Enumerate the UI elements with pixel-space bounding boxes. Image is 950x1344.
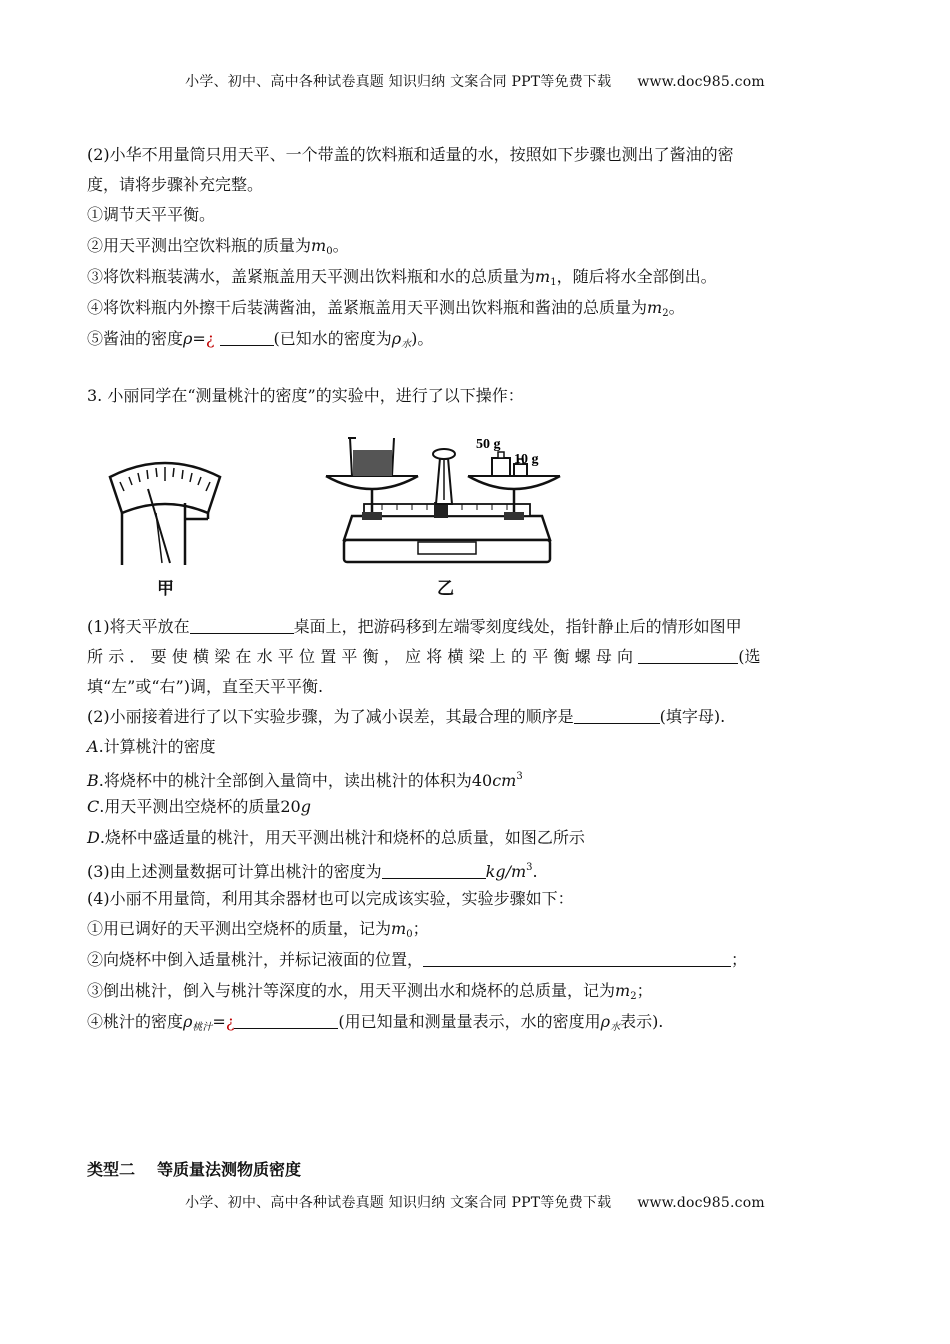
answer-blank[interactable] [638, 648, 738, 664]
figure-jia-pointer-scale [100, 455, 230, 570]
section-label: 类型二 [87, 1160, 136, 1179]
q2-intro-1: (2)小华不用量筒只用天平、一个带盖的饮料瓶和适量的水，按照如下步骤也测出了酱油的密 [87, 145, 734, 164]
page-footer [0, 1192, 950, 1212]
q2-intro-2: 度，请将步骤补充完整。 [87, 175, 264, 194]
q3-title: 3. 小丽同学在“测量桃汁的密度”的实验中，进行了以下操作： [87, 386, 524, 405]
q3-option-a: A.计算桃汁的密度 [87, 737, 216, 756]
weight-10g-label: 10 g [514, 452, 539, 467]
q3-part4: (4)小丽不用量筒，利用其余器材也可以完成该实验，实验步骤如下： [87, 889, 574, 908]
answer-blank[interactable] [220, 330, 274, 346]
header-site: www.doc985.com [637, 74, 765, 90]
q3-part1-b: 所示．要使横梁在水平位置平衡，应将横梁上的平衡螺母向 (选 [87, 647, 761, 666]
answer-blank[interactable] [574, 708, 660, 724]
answer-blank[interactable] [190, 618, 294, 634]
q2-step-5: ⑤酱油的密度ρ=¿ (已知水的密度为$\rho_水$)。 [87, 329, 434, 350]
q3-part4-step2: ②向烧杯中倒入适量桃汁，并标记液面的位置， ； [87, 950, 748, 969]
weight-50g-label: 50 g [476, 437, 501, 452]
answer-blank[interactable] [382, 863, 486, 879]
answer-blank[interactable] [423, 951, 731, 967]
q2-step-4: ④将饮料瓶内外擦干后装满酱油，盖紧瓶盖用天平测出饮料瓶和酱油的总质量为$m_2$。 [87, 298, 685, 319]
answer-blank[interactable] [234, 1013, 338, 1029]
q3-part3: (3)由上述测量数据可计算出桃汁的密度为 $kg/m^3$. [87, 862, 538, 881]
page-header [0, 71, 950, 91]
q3-option-b: B.将烧杯中的桃汁全部倒入量筒中，读出桃汁的体积为$40cm^3$ [87, 771, 523, 790]
q3-part4-step1: ①用已调好的天平测出空烧杯的质量，记为$m_0$； [87, 919, 429, 940]
q2-step-1: ①调节天平平衡。 [87, 205, 216, 224]
figure-jia-caption: 甲 [157, 579, 174, 599]
footer-text: 小学、初中、高中各种试卷真题 知识归纳 文案合同 PPT等免费下载 [185, 1195, 612, 1211]
q3-option-d: D.烧杯中盛适量的桃汁，用天平测出桃汁和烧杯的总质量，如图乙所示 [87, 828, 585, 847]
section-heading [87, 1157, 301, 1180]
figure-yi-caption: 乙 [437, 579, 454, 599]
q3-part2: (2)小丽接着进行了以下实验步骤，为了减小误差，其最合理的顺序是 (填字母). [87, 707, 726, 726]
q3-part4-step4: ④桃汁的密度$\rho_{桃汁}=¿$ (用已知量和测量量表示，水的密度用$\rho_水$表示). [87, 1012, 664, 1033]
q3-part4-step3: ③倒出桃汁，倒入与桃汁等深度的水，用天平测出水和烧杯的总质量，记为$m_2$； [87, 981, 653, 1002]
q3-option-c: C.用天平测出空烧杯的质量20g [87, 797, 311, 816]
q2-step-3: ③将饮料瓶装满水，盖紧瓶盖用天平测出饮料瓶和水的总质量为$m_1$，随后将水全部倒出。 [87, 267, 717, 288]
q3-part1-a: (1)将天平放在 桌面上，把游码移到左端零刻度线处，指针静止后的情形如图甲 [87, 617, 742, 636]
q3-part1-c: 填“左”或“右”)调，直至天平平衡. [87, 677, 324, 696]
q2-step-2: ②用天平测出空饮料瓶的质量为$m_0$。 [87, 236, 349, 257]
header-text: 小学、初中、高中各种试卷真题 知识归纳 文案合同 PPT等免费下载 [185, 74, 612, 90]
section-title: 等质量法测物质密度 [157, 1160, 302, 1179]
footer-site: www.doc985.com [637, 1195, 765, 1211]
figure-yi-balance [322, 430, 572, 570]
